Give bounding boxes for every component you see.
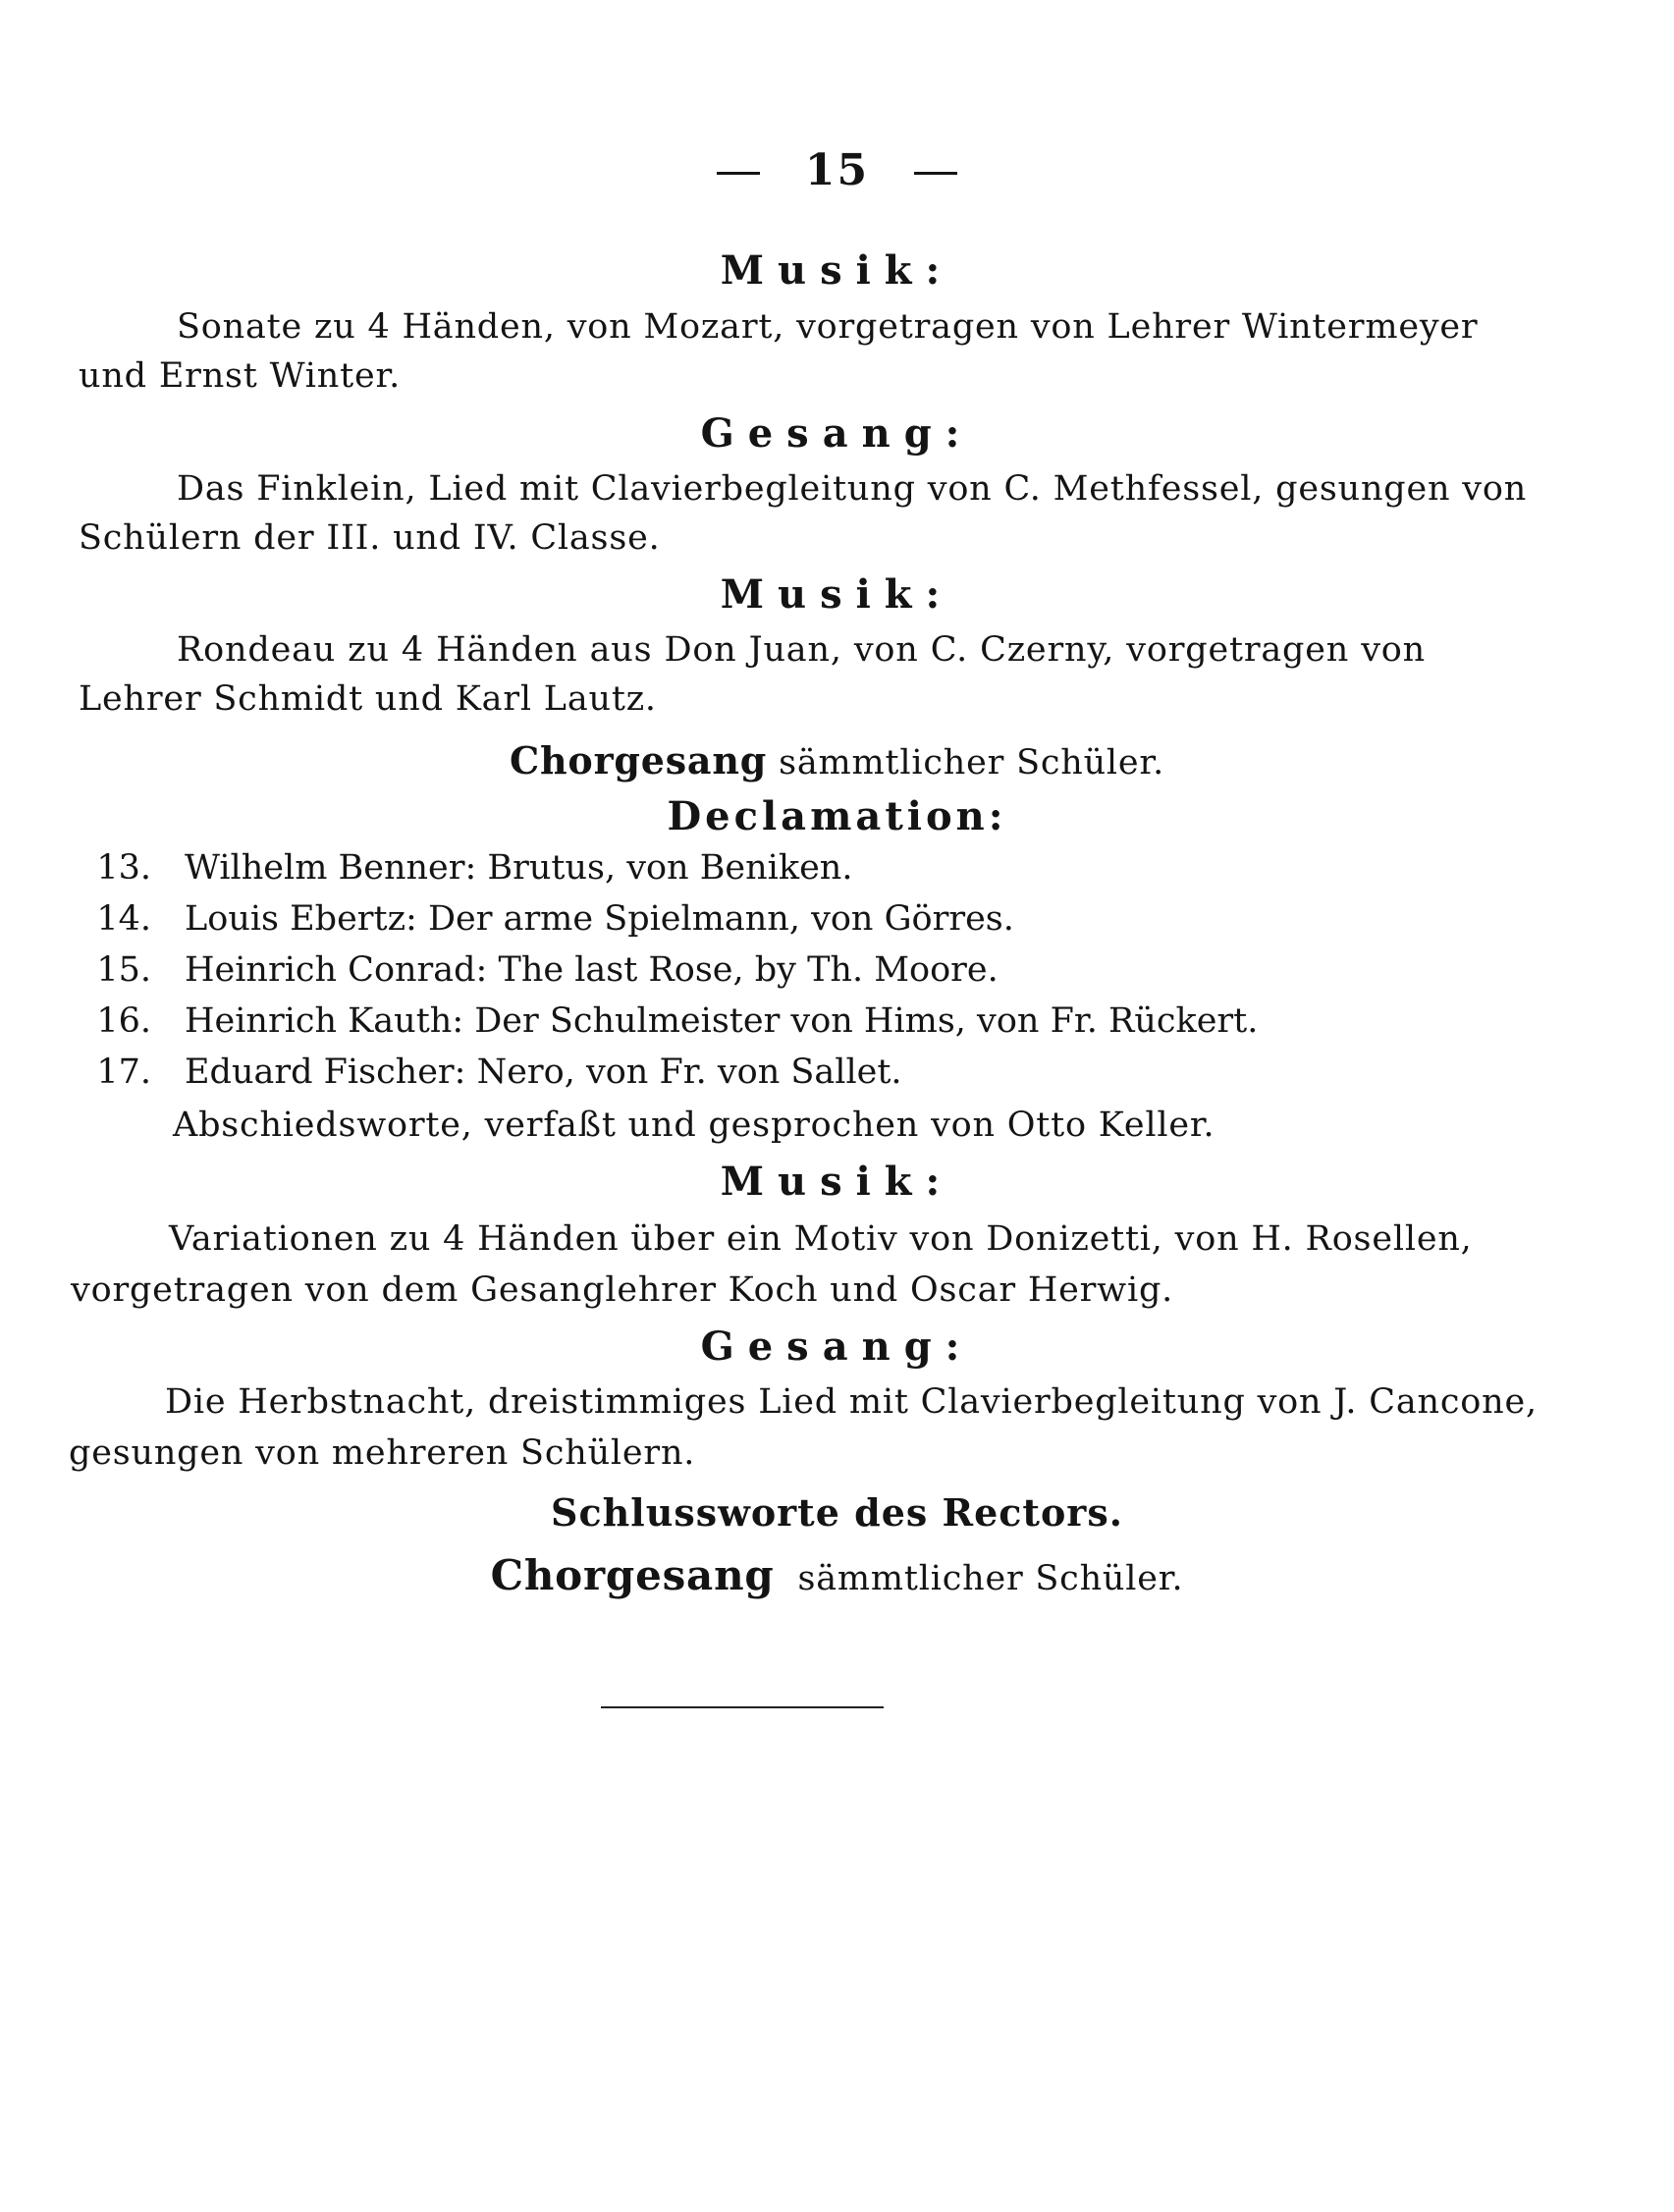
page-number bbox=[0, 145, 1674, 195]
paragraph-line: gesungen von mehreren Schülern. bbox=[69, 1433, 696, 1473]
paragraph-line: Das Finklein, Lied mit Clavierbegleitung von C. Methfessel, gesungen von bbox=[177, 469, 1528, 509]
final-chorus-line bbox=[0, 1551, 1674, 1599]
section-heading: Musik: bbox=[720, 571, 954, 618]
declamation-number: 17. bbox=[96, 1052, 151, 1092]
declamation-number: 13. bbox=[96, 848, 151, 888]
page-number-text: 15 bbox=[804, 145, 870, 195]
end-rule bbox=[601, 1706, 884, 1708]
paragraph-line: vorgetragen von dem Gesanglehrer Koch und Oscar Herwig. bbox=[71, 1270, 1174, 1310]
farewell-line: Abschiedsworte, verfaßt und gesprochen von Otto Keller. bbox=[173, 1106, 1215, 1145]
paragraph-line: Lehrer Schmidt und Karl Lautz. bbox=[79, 679, 657, 719]
section-heading: Gesang: bbox=[700, 410, 974, 457]
chorus-label: Chorgesang bbox=[509, 738, 768, 782]
section-heading: Musik: bbox=[720, 247, 954, 294]
paragraph-line: Schülern der III. und IV. Classe. bbox=[79, 518, 661, 558]
paragraph-line: Die Herbstnacht, dreistimmiges Lied mit Clavierbegleitung von J. Cancone, bbox=[165, 1382, 1538, 1422]
declamation-number: 16. bbox=[96, 1001, 151, 1041]
final-chorus-label: Chorgesang bbox=[490, 1551, 775, 1599]
closing-line: Schlussworte des Rectors. bbox=[551, 1490, 1123, 1535]
declamation-item: Louis Ebertz: Der arme Spielmann, von Görres. bbox=[185, 899, 1014, 939]
declamation-item: Wilhelm Benner: Brutus, von Beniken. bbox=[185, 848, 853, 888]
final-chorus-text: sämmtlicher Schüler. bbox=[797, 1559, 1184, 1598]
declamation-number: 15. bbox=[96, 950, 151, 990]
section-heading: Declamation: bbox=[667, 793, 1007, 839]
chorus-line bbox=[0, 738, 1674, 782]
paragraph-line: Rondeau zu 4 Händen aus Don Juan, von C. Czerny, vorgetragen von bbox=[177, 630, 1426, 670]
section-heading: Musik: bbox=[720, 1159, 954, 1205]
paragraph-line: Sonate zu 4 Händen, von Mozart, vorgetragen von Lehrer Wintermeyer bbox=[177, 307, 1479, 347]
declamation-number: 14. bbox=[96, 899, 151, 939]
chorus-text: sämmtlicher Schüler. bbox=[779, 743, 1165, 782]
page-number-dash-left bbox=[717, 172, 760, 175]
paragraph-line: und Ernst Winter. bbox=[79, 356, 402, 396]
paragraph-line: Variationen zu 4 Händen über ein Motiv von Donizetti, von H. Rosellen, bbox=[169, 1219, 1473, 1259]
section-heading: Gesang: bbox=[700, 1323, 974, 1370]
declamation-item: Heinrich Conrad: The last Rose, by Th. Moore. bbox=[185, 950, 999, 990]
page-number-dash-right bbox=[914, 172, 957, 175]
declamation-item: Heinrich Kauth: Der Schulmeister von Hims, von Fr. Rückert. bbox=[185, 1001, 1259, 1041]
declamation-item: Eduard Fischer: Nero, von Fr. von Sallet. bbox=[185, 1052, 902, 1092]
